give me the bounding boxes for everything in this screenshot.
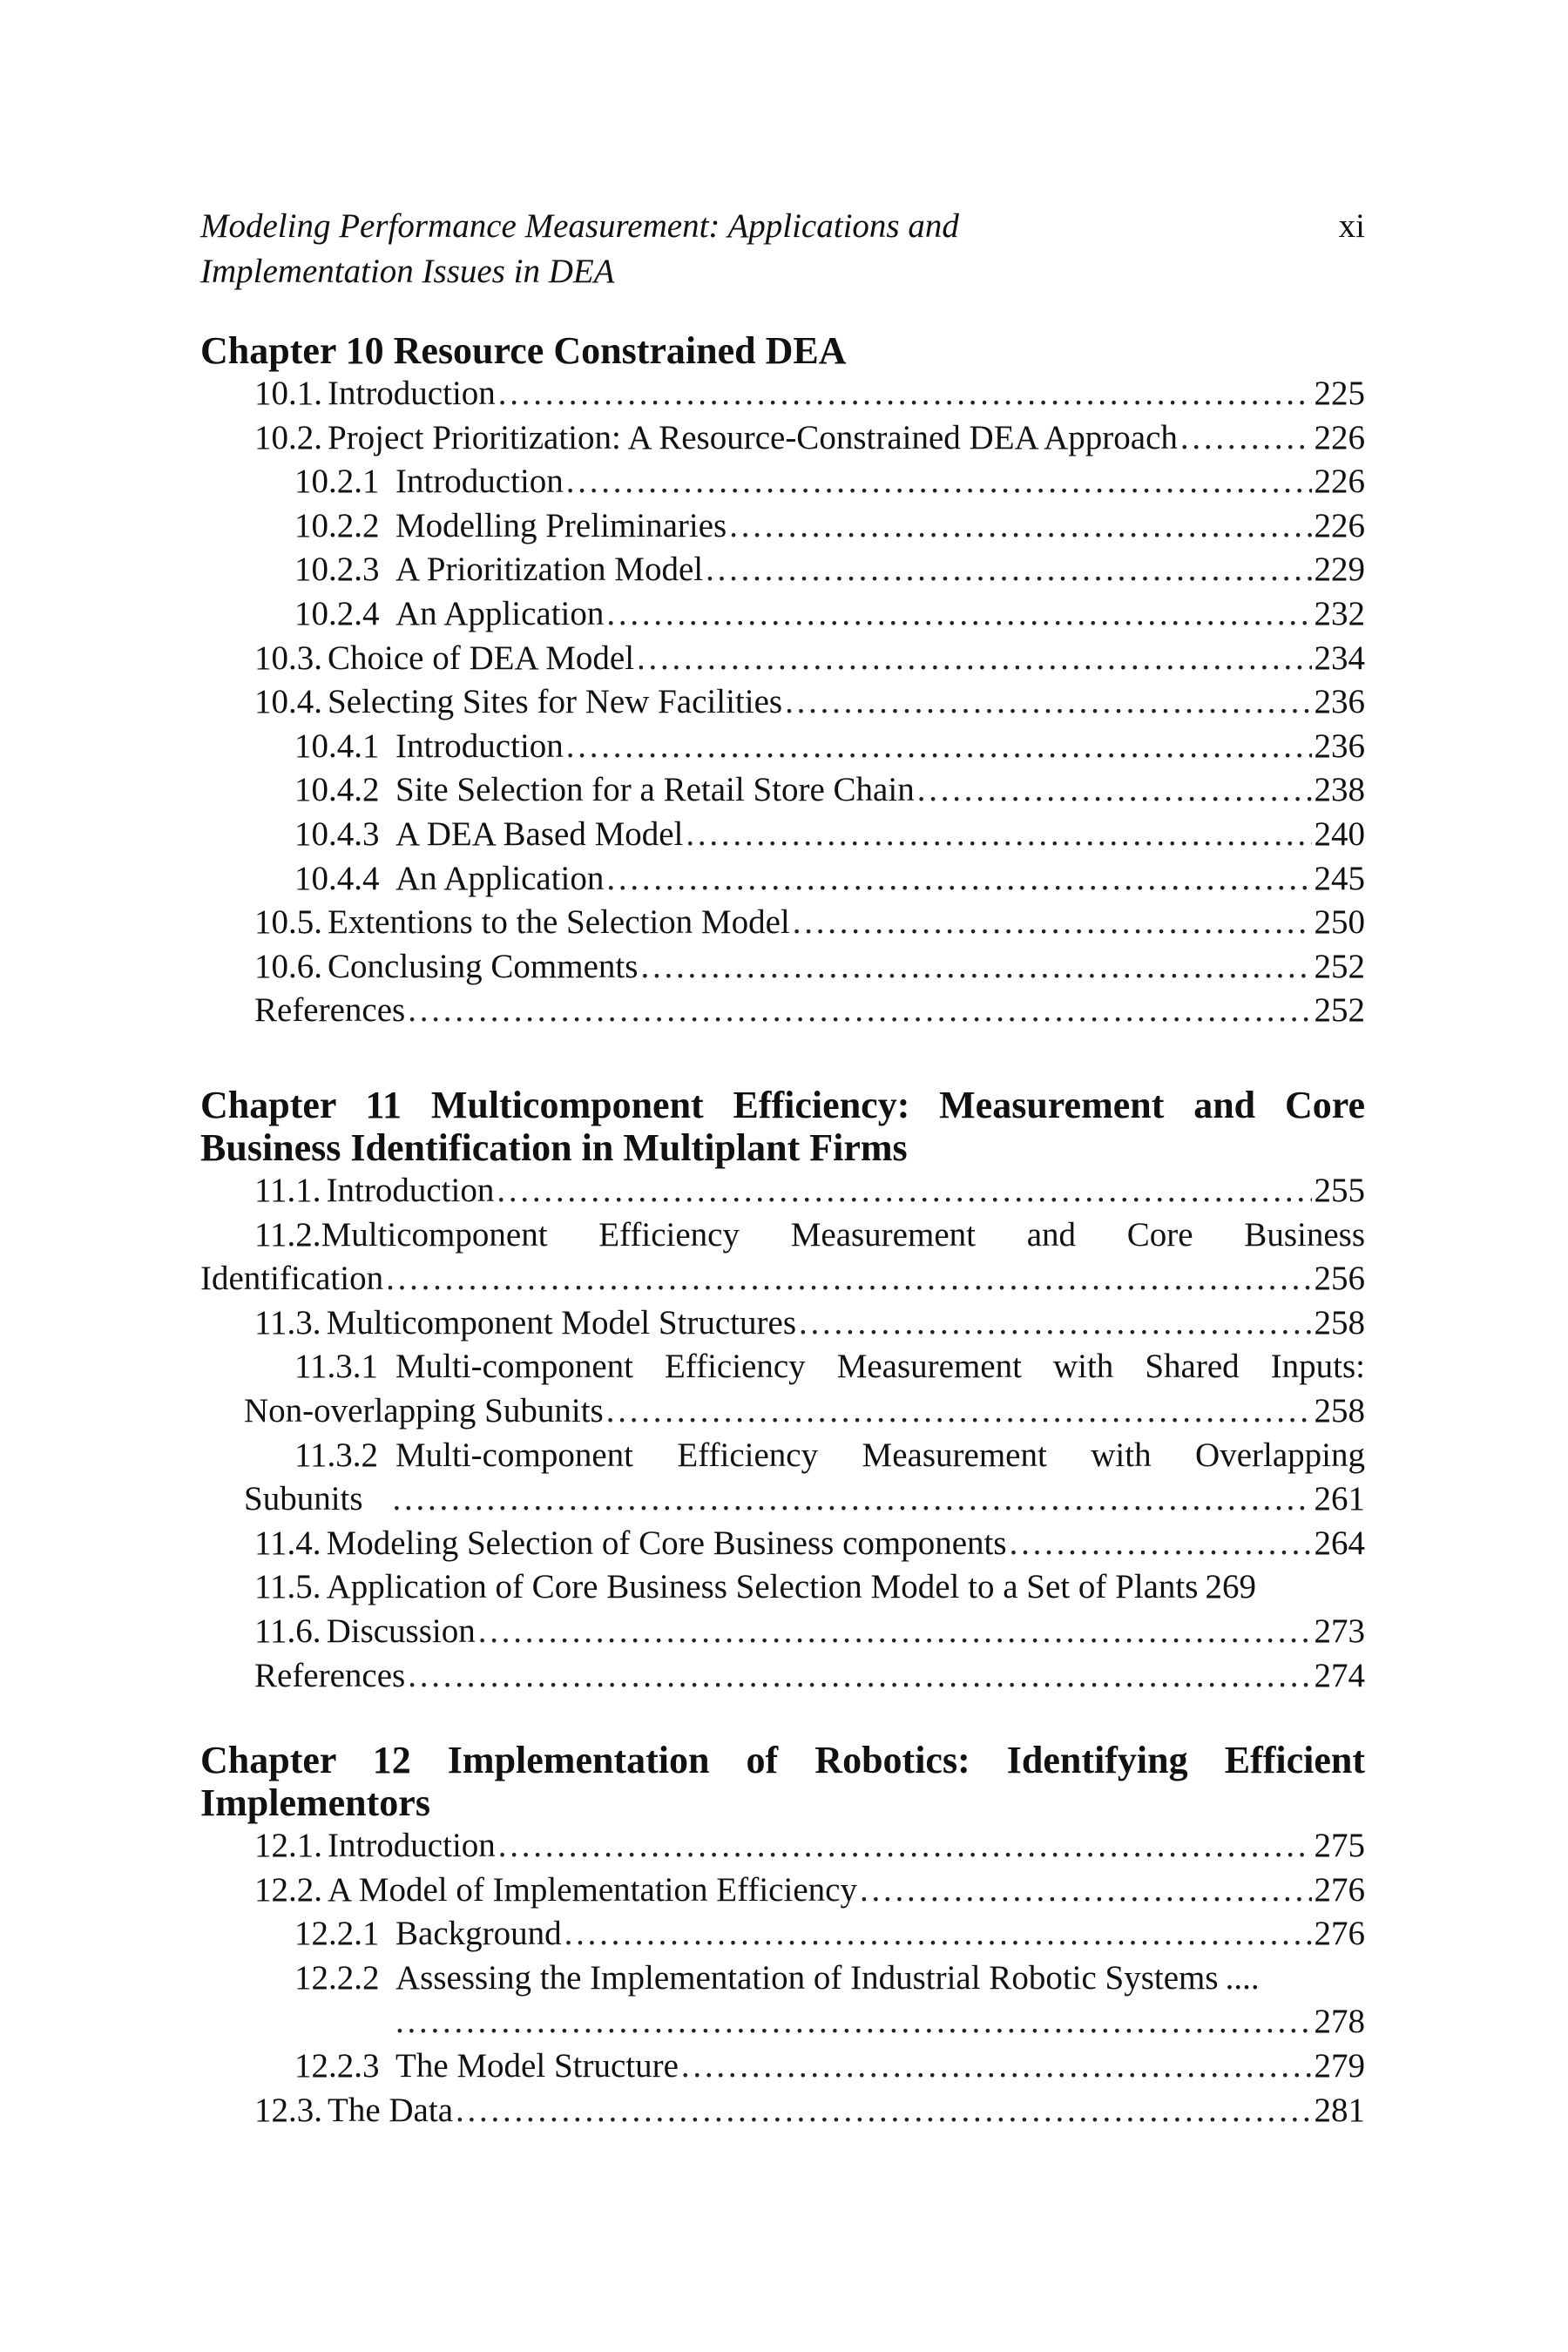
entry-label: Introduction bbox=[395, 463, 564, 501]
toc-entry[interactable] bbox=[200, 1869, 1365, 1913]
entry-number: 10.2.4 bbox=[294, 594, 380, 632]
entry-page: 250 bbox=[1314, 903, 1365, 942]
entry-number: 10.5. bbox=[254, 903, 322, 942]
leader-dots bbox=[408, 989, 1311, 1033]
entry-label: The Model Structure bbox=[395, 2046, 679, 2085]
entry-number: 10.6. bbox=[254, 947, 322, 985]
chapter-title: Chapter 12 Implementation of Robotics: Identifying Efficient Implementors bbox=[200, 1739, 1365, 1824]
leader-dots bbox=[564, 1912, 1312, 1957]
entry-number: 12.3. bbox=[254, 2091, 322, 2129]
entry-label: Extentions to the Selection Model bbox=[328, 903, 790, 942]
entry-page: 252 bbox=[1314, 947, 1365, 985]
entry-page: 240 bbox=[1314, 814, 1365, 853]
entry-page: 226 bbox=[1314, 463, 1365, 501]
toc-entry-line1[interactable] bbox=[200, 1213, 1365, 1258]
entry-number: 10.4.3 bbox=[294, 814, 380, 853]
chapter-12-section bbox=[200, 1739, 1365, 2132]
toc-entry[interactable] bbox=[200, 1824, 1365, 1869]
entry-page: 275 bbox=[1314, 1827, 1365, 1864]
toc-entry[interactable] bbox=[200, 857, 1365, 902]
entry-label: A Prioritization Model bbox=[395, 551, 704, 589]
entry-label-line2: Identification bbox=[200, 1260, 384, 1298]
entry-number: 10.4. bbox=[254, 683, 322, 721]
toc-entry[interactable] bbox=[200, 504, 1365, 549]
entry-label: Choice of DEA Model bbox=[328, 639, 635, 677]
entry-number: 12.2.1 bbox=[294, 1915, 380, 1953]
toc-entry[interactable] bbox=[200, 460, 1365, 504]
toc-entry-line2[interactable] bbox=[200, 2000, 1365, 2044]
entry-number: 12.2.3 bbox=[294, 2046, 380, 2085]
leader-dots bbox=[606, 857, 1311, 902]
entry-label: Introduction bbox=[328, 1827, 496, 1864]
running-header-line1: Modeling Performance Measurement: Applications and bbox=[200, 207, 959, 245]
entry-page: 255 bbox=[1314, 1172, 1365, 1209]
chapter-title: Chapter 11 Multicomponent Efficiency: Measurement and Core Business Identification in Multiplant Firms bbox=[200, 1084, 1365, 1169]
entry-page: 234 bbox=[1314, 639, 1365, 677]
toc-entry[interactable] bbox=[200, 637, 1365, 681]
leader-dots bbox=[686, 813, 1311, 857]
leader-dots bbox=[386, 1257, 1311, 1301]
entry-label: Introduction bbox=[326, 1172, 495, 1209]
entry-label: Introduction bbox=[395, 727, 564, 765]
entry-page: 276 bbox=[1314, 1870, 1365, 1909]
entry-label: A DEA Based Model bbox=[395, 814, 684, 853]
entry-number: 12.1. bbox=[254, 1827, 322, 1864]
toc-entry[interactable] bbox=[200, 901, 1365, 945]
toc-entry[interactable] bbox=[200, 1522, 1365, 1566]
toc-entry[interactable] bbox=[200, 548, 1365, 592]
entry-label: Application of Core Business Selection Model to a Set of Plants bbox=[326, 1568, 1199, 1606]
entry-number: 11.3.2 bbox=[294, 1436, 379, 1474]
entry-label: An Application bbox=[395, 859, 605, 897]
toc-entry[interactable] bbox=[200, 1565, 1365, 1610]
entry-number: 10.2.3 bbox=[294, 551, 380, 589]
chapter-title: Chapter 10 Resource Constrained DEA bbox=[200, 329, 847, 372]
entry-number: 11.3.1 bbox=[294, 1348, 379, 1386]
entry-label: References bbox=[254, 1656, 406, 1694]
running-header bbox=[200, 204, 1159, 294]
entry-number: 10.4.1 bbox=[294, 727, 380, 765]
entry-number: 10.2.2 bbox=[294, 506, 380, 544]
entry-label: Background bbox=[395, 1915, 562, 1953]
entry-label: The Data bbox=[328, 2091, 454, 2129]
toc-entry[interactable] bbox=[200, 725, 1365, 769]
leader-dots bbox=[456, 2089, 1311, 2133]
toc-entry-line1[interactable] bbox=[200, 1434, 1365, 1478]
leader-dots bbox=[566, 460, 1312, 504]
leader-dots bbox=[606, 592, 1311, 637]
toc-entry[interactable] bbox=[200, 1610, 1365, 1654]
entry-number: 12.2. bbox=[254, 1870, 322, 1909]
toc-list bbox=[200, 1169, 1365, 1698]
leader-dots bbox=[681, 2044, 1312, 2089]
toc-entry[interactable] bbox=[200, 1301, 1365, 1346]
toc-entry[interactable] bbox=[200, 1912, 1365, 1957]
entry-number: 10.2.1 bbox=[294, 463, 380, 501]
entry-number: 10.2. bbox=[254, 418, 322, 456]
leader-dots bbox=[395, 2000, 1312, 2044]
entry-page: 281 bbox=[1314, 2091, 1365, 2129]
entry-page: 269 bbox=[1205, 1568, 1256, 1606]
entry-number: 11.4. bbox=[254, 1524, 321, 1562]
toc-entry-line1[interactable] bbox=[200, 1957, 1365, 2001]
entry-page: 279 bbox=[1314, 2046, 1365, 2085]
entry-page: 225 bbox=[1314, 375, 1365, 412]
entry-number: 11.1. bbox=[254, 1172, 321, 1209]
entry-page: 229 bbox=[1314, 551, 1365, 589]
entry-page: 273 bbox=[1314, 1612, 1365, 1650]
chapter-11-section bbox=[200, 1084, 1365, 1698]
toc-entry[interactable] bbox=[200, 416, 1365, 461]
toc-entry-line2[interactable] bbox=[200, 1257, 1365, 1301]
entry-number: 10.3. bbox=[254, 639, 322, 677]
toc-entry[interactable] bbox=[200, 813, 1365, 857]
toc-entry[interactable] bbox=[200, 592, 1365, 637]
leader-dots bbox=[860, 1869, 1312, 1913]
entry-page: 232 bbox=[1314, 594, 1365, 632]
entry-label: Modeling Selection of Core Business components bbox=[326, 1524, 1007, 1562]
leader-dots bbox=[637, 637, 1311, 681]
leader-dots bbox=[729, 504, 1311, 549]
entry-page: 252 bbox=[1314, 991, 1365, 1030]
entry-label-line2: Subunits bbox=[244, 1480, 363, 1518]
leader-dots bbox=[606, 1389, 1312, 1434]
toc-entry-line2[interactable] bbox=[200, 1389, 1365, 1434]
entry-label: An Application bbox=[395, 594, 605, 632]
entry-number: 10.4.2 bbox=[294, 771, 380, 809]
entry-page: 238 bbox=[1314, 771, 1365, 809]
entry-page: 276 bbox=[1314, 1915, 1365, 1953]
entry-number: 10.4.4 bbox=[294, 859, 380, 897]
entry-label-line2: Non-overlapping Subunits bbox=[244, 1391, 604, 1429]
entry-number: 11.5. bbox=[254, 1568, 321, 1606]
leader-dots bbox=[497, 1169, 1311, 1213]
entry-label: Introduction bbox=[328, 375, 496, 412]
entry-page: 261 bbox=[1314, 1480, 1365, 1518]
entry-page: 256 bbox=[1314, 1260, 1365, 1298]
entry-number: 11.6. bbox=[254, 1612, 321, 1650]
toc-entry-line2[interactable] bbox=[200, 1477, 1365, 1522]
leader-dots bbox=[566, 725, 1312, 769]
toc-entry[interactable] bbox=[200, 1654, 1365, 1699]
leader-dots bbox=[1180, 416, 1312, 461]
toc-entry[interactable] bbox=[200, 768, 1365, 813]
entry-page: 226 bbox=[1314, 418, 1365, 456]
leader-dots bbox=[706, 548, 1311, 592]
toc-entry-line1[interactable] bbox=[200, 1345, 1365, 1389]
page-number: xi bbox=[1338, 207, 1365, 245]
entry-page: 258 bbox=[1314, 1303, 1365, 1342]
leader-dots bbox=[793, 901, 1312, 945]
entry-page: 236 bbox=[1314, 683, 1365, 721]
entry-label: Selecting Sites for New Facilities bbox=[328, 683, 783, 721]
toc-entry[interactable] bbox=[200, 372, 1365, 416]
chapter-10-section bbox=[200, 329, 1365, 1033]
entry-label-line1: Multi-component Efficiency Measurement with Shared Inputs: bbox=[395, 1348, 1365, 1386]
entry-label: A Model of Implementation Efficiency bbox=[328, 1870, 857, 1909]
leader-dots bbox=[917, 768, 1312, 813]
toc-list bbox=[200, 372, 1365, 1033]
toc-entry[interactable] bbox=[200, 945, 1365, 990]
leader-dots bbox=[799, 1301, 1312, 1346]
toc-entry[interactable] bbox=[200, 680, 1365, 725]
leader-dots bbox=[478, 1610, 1312, 1654]
entry-label: Discussion bbox=[326, 1612, 476, 1650]
entry-page: 258 bbox=[1314, 1391, 1365, 1429]
entry-label-line1: Multi-component Efficiency Measurement with Overlapping bbox=[395, 1436, 1365, 1474]
entry-number: 12.2.2 bbox=[294, 1958, 380, 1997]
leader-dots bbox=[1010, 1522, 1312, 1566]
entry-page: 236 bbox=[1314, 727, 1365, 765]
toc-entry[interactable] bbox=[200, 2044, 1365, 2089]
entry-number: 11.2. bbox=[254, 1215, 321, 1254]
leader-dots bbox=[498, 372, 1312, 416]
leader-dots bbox=[408, 1654, 1311, 1699]
entry-label: References bbox=[254, 991, 406, 1030]
entry-number: 10.1. bbox=[254, 375, 322, 412]
entry-label-line1: Multicomponent Efficiency Measurement and Core Business bbox=[321, 1215, 1365, 1254]
entry-page: 278 bbox=[1314, 2003, 1365, 2041]
entry-label: Conclusing Comments bbox=[328, 947, 639, 985]
leader-dots bbox=[785, 680, 1311, 725]
leader-dots bbox=[640, 945, 1311, 990]
entry-trailing-dots: .... bbox=[1225, 1958, 1260, 1997]
entry-label: Modelling Preliminaries bbox=[395, 506, 727, 544]
toc-entry[interactable] bbox=[200, 2089, 1365, 2133]
entry-page: 274 bbox=[1314, 1656, 1365, 1694]
entry-label: Assessing the Implementation of Industrial Robotic Systems bbox=[395, 1958, 1219, 1997]
leader-dots bbox=[498, 1824, 1312, 1869]
toc-entry[interactable] bbox=[200, 989, 1365, 1033]
entry-label: Project Prioritization: A Resource-Constrained DEA Approach bbox=[328, 418, 1178, 456]
toc-list bbox=[200, 1824, 1365, 2132]
leader-dots bbox=[393, 1477, 1312, 1522]
entry-label: Multicomponent Model Structures bbox=[326, 1303, 796, 1342]
toc-entry[interactable] bbox=[200, 1169, 1365, 1213]
running-header-line2: Implementation Issues in DEA bbox=[200, 253, 615, 290]
entry-label: Site Selection for a Retail Store Chain bbox=[395, 771, 915, 809]
entry-page: 245 bbox=[1314, 859, 1365, 897]
entry-page: 226 bbox=[1314, 506, 1365, 544]
entry-page: 264 bbox=[1314, 1524, 1365, 1562]
entry-number: 11.3. bbox=[254, 1303, 321, 1342]
